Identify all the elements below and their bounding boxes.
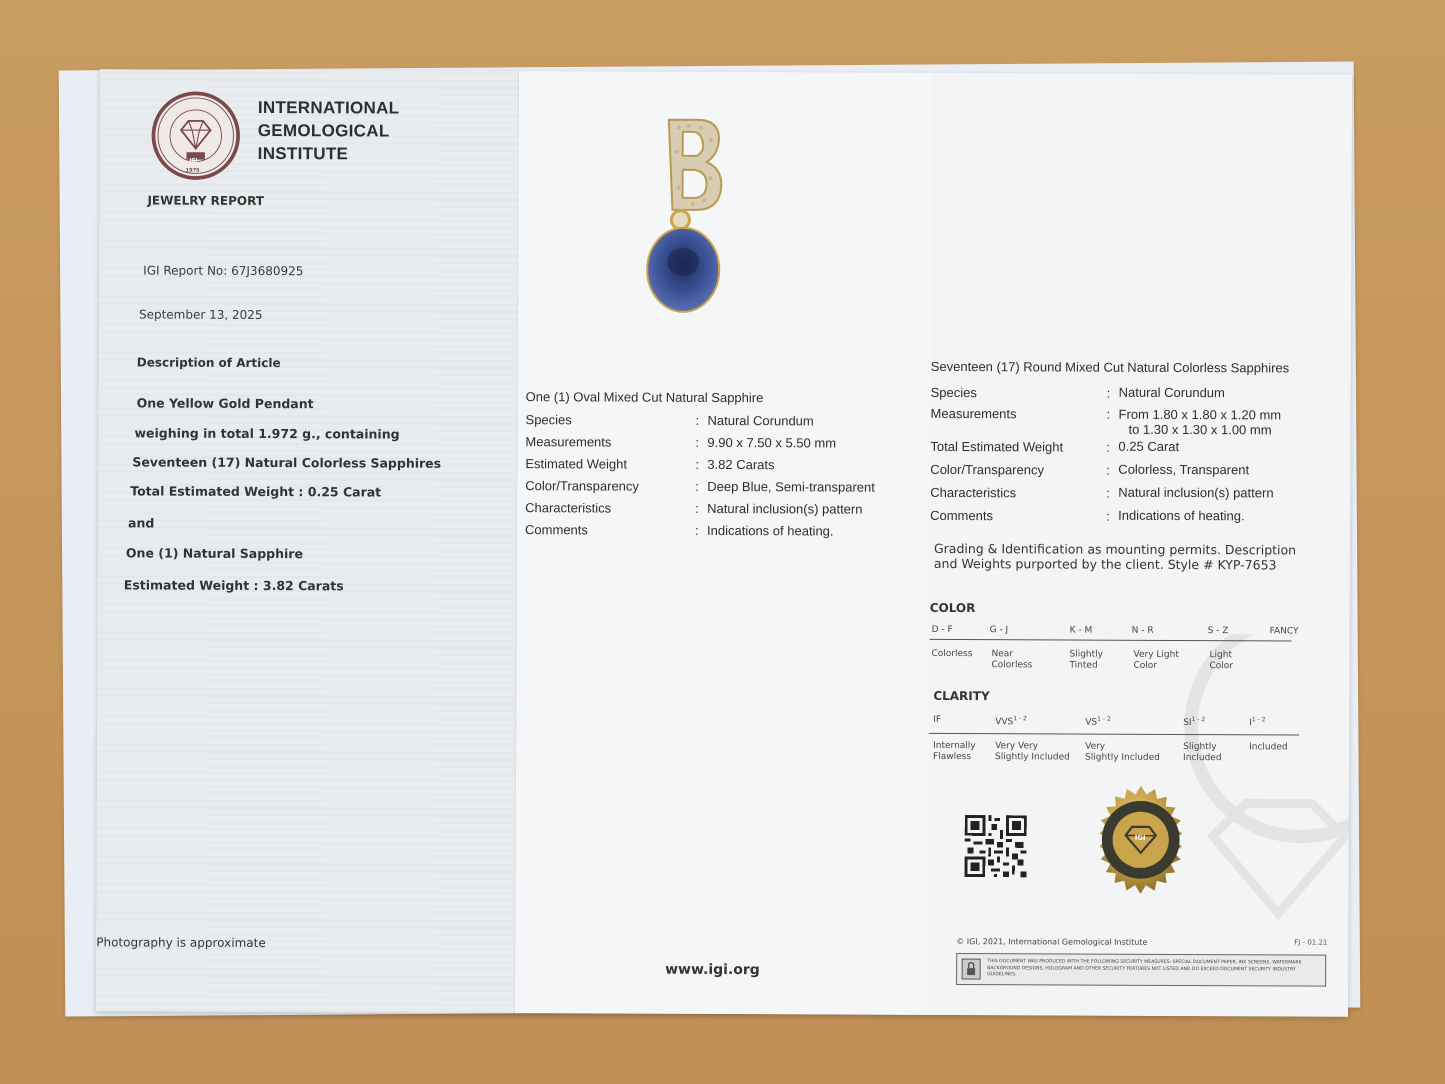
color-desc: Near Colorless <box>991 649 1033 671</box>
row-value: Colorless, Transparent <box>1118 461 1250 478</box>
accent-stones-details <box>929 73 1342 675</box>
row-value: Indications of heating. <box>1118 507 1245 524</box>
clarity-scale-heading: CLARITY <box>933 688 990 704</box>
org-line-1: INTERNATIONAL <box>257 97 400 118</box>
row-colon: : <box>695 456 700 472</box>
organization-name <box>258 96 400 166</box>
description-line: Estimated Weight : 3.82 Carats <box>123 577 344 594</box>
color-grade: S - Z <box>1207 626 1229 637</box>
lock-icon <box>961 958 981 980</box>
seal-year: 1975 <box>185 167 200 174</box>
clarity-scale-line <box>929 733 1299 736</box>
clarity-grade: VS$^{1 - 2}$ <box>1085 715 1111 728</box>
copyright-text: © IGI, 2021, International Gemological Institute <box>956 937 1148 947</box>
seal-mark: IGI <box>189 157 198 164</box>
security-notice <box>956 953 1326 987</box>
org-line-2: GEMOLOGICAL <box>257 120 390 141</box>
form-code: FJ - 01.21 <box>1294 938 1328 947</box>
clarity-desc: Internally Flawless <box>933 740 976 763</box>
row-label: Measurements <box>525 434 612 450</box>
row-colon: : <box>1106 439 1111 455</box>
main-stone-details <box>525 389 926 551</box>
row-colon: : <box>1106 385 1111 401</box>
row-value: 0.25 Carat <box>1118 438 1180 454</box>
row-colon: : <box>695 412 700 428</box>
left-panel <box>96 69 518 1013</box>
row-colon: : <box>695 500 699 516</box>
row-label: Total Estimated Weight <box>930 438 1064 455</box>
row-colon: : <box>1106 462 1110 478</box>
clarity-grade: IF <box>933 714 942 725</box>
color-grade: D - F <box>931 624 953 635</box>
row-label: Characteristics <box>525 500 612 516</box>
qr-code-icon[interactable] <box>965 815 1027 877</box>
row-value: Natural Corundum <box>1118 384 1225 401</box>
color-desc: Colorless <box>931 648 973 660</box>
row-label: Species <box>525 412 572 428</box>
row-label: Species <box>930 384 977 401</box>
gold-seal-year: 1975 <box>1132 863 1147 870</box>
report-number: IGI Report No: 67J3680925 <box>143 263 304 279</box>
description-line: One (1) Natural Sapphire <box>125 545 303 562</box>
row-colon: : <box>695 522 699 538</box>
row-label: Comments <box>525 522 588 538</box>
color-desc: Very Light Color <box>1133 649 1179 671</box>
website-link[interactable]: www.igi.org <box>665 961 760 979</box>
row-value: Deep Blue, Semi-transparent <box>707 478 875 495</box>
row-label: Estimated Weight <box>525 456 628 472</box>
color-desc: Light Color <box>1209 650 1233 672</box>
description-heading: Description of Article <box>136 355 281 371</box>
row-value: Natural inclusion(s) pattern <box>707 500 863 517</box>
color-desc: Slightly Tinted <box>1069 649 1104 671</box>
row-value: 3.82 Carats <box>707 456 775 473</box>
row-value: From 1.80 x 1.80 x 1.20 mm <box>1118 406 1282 423</box>
main-stone-title-text: One (1) Oval Mixed Cut Natural Sapphire <box>525 389 764 406</box>
right-panel <box>928 73 1352 1017</box>
clarity-desc: Included <box>1249 742 1288 753</box>
row-colon: : <box>1106 508 1110 524</box>
row-colon: : <box>695 434 700 450</box>
row-label: Color/Transparency <box>525 478 639 494</box>
document-type: JEWELRY REPORT <box>147 193 265 208</box>
photography-note: Photography is approximate <box>96 935 266 951</box>
color-grade: G - J <box>989 625 1009 636</box>
clarity-grade: SI$^{1 - 2}$ <box>1183 716 1206 729</box>
gold-seal-mark: IGI <box>1134 833 1146 842</box>
color-grade: K - M <box>1069 625 1093 636</box>
row-label: Measurements <box>930 405 1017 422</box>
row-label: Comments <box>930 507 994 524</box>
description-line: Seventeen (17) Natural Colorless Sapphires <box>132 454 442 471</box>
description-line: Total Estimated Weight : 0.25 Carat <box>130 483 382 500</box>
row-value: 9.90 x 7.50 x 5.50 mm <box>707 434 837 451</box>
report-date: September 13, 2025 <box>138 307 263 322</box>
description-line: and <box>128 515 155 531</box>
description-line: One Yellow Gold Pendant <box>136 395 314 412</box>
color-grade: FANCY <box>1269 626 1299 637</box>
pendant-photo <box>638 112 749 322</box>
clarity-grade: VVS$^{1 - 2}$ <box>995 715 1027 728</box>
row-colon: : <box>1106 485 1110 501</box>
middle-panel <box>514 71 934 1015</box>
org-line-3: INSTITUTE <box>257 143 349 164</box>
description-line: weighing in total 1.972 g., containing <box>134 425 400 442</box>
igi-jewelry-report <box>96 69 1352 1016</box>
row-colon: : <box>1106 406 1111 422</box>
accent-stones-title: Seventeen (17) Round Mixed Cut Natural Colorless Sapphires <box>930 358 1290 376</box>
color-scale-heading: COLOR <box>929 600 976 616</box>
row-value: Natural inclusion(s) pattern <box>1118 484 1274 501</box>
row-colon: : <box>695 478 699 494</box>
security-text: THIS DOCUMENT WAS PRODUCED WITH THE FOLLOWING SECURITY MEASURES: SPECIAL DOCUMENT PAPER, INK SCREENS, WATERMARK BACKGROUND DESIGNS, HOLOGRAM AND OTHER SECURITY FEATURES NOT LISTED AND DO EXCEED DOCUMENT SECURITY INDUSTRY GUIDELINES. <box>987 959 1302 978</box>
row-label: Color/Transparency <box>930 461 1045 478</box>
clarity-grade: $I^{1 - 2}$ <box>1249 716 1266 729</box>
row-value: Natural Corundum <box>707 412 814 429</box>
clarity-desc: Slightly Included <box>1183 742 1222 764</box>
color-grade: N - R <box>1131 625 1154 636</box>
row-label: Characteristics <box>930 484 1017 501</box>
grading-note: Grading & Identification as mounting permits. Description and Weights purported by the client. Style # KYP-7653 <box>933 540 1297 573</box>
clarity-desc: Very Slightly Included <box>1085 741 1160 763</box>
row-value-continued: to 1.30 x 1.30 x 1.00 mm <box>1128 421 1272 438</box>
row-value: Indications of heating. <box>707 522 834 539</box>
clarity-desc: Very Very Slightly Included <box>995 741 1070 763</box>
